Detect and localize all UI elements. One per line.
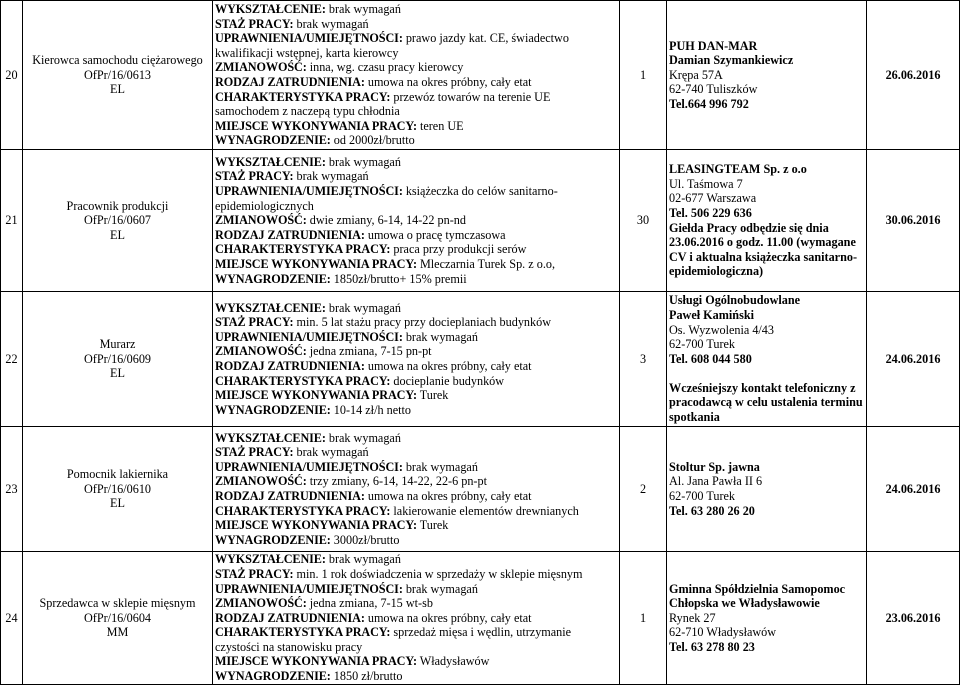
employer-line: Paweł Kamiński bbox=[669, 307, 754, 322]
employer-line: Krępa 57A bbox=[669, 67, 723, 82]
requirement-line bbox=[215, 2, 617, 17]
valid-until-date: 26.06.2016 bbox=[867, 1, 960, 150]
requirement-label: RODZAJ ZATRUDNIENIA: bbox=[215, 610, 365, 625]
vacancy-count: 1 bbox=[620, 1, 667, 150]
requirement-label: RODZAJ ZATRUDNIENIA: bbox=[215, 489, 365, 503]
requirement-line bbox=[215, 533, 617, 548]
requirement-line bbox=[215, 213, 617, 228]
requirement-line bbox=[215, 169, 617, 184]
requirement-line bbox=[215, 460, 617, 475]
employer-line: Usługi Ogólnobudowlane bbox=[669, 293, 801, 308]
table-row bbox=[1, 427, 960, 552]
employer-line: 62-700 Turek bbox=[669, 337, 736, 352]
requirement-value: brak wymagań bbox=[405, 581, 478, 596]
requirement-value: 1850zł/brutto+ 15% premii bbox=[333, 271, 467, 286]
requirement-line bbox=[215, 330, 617, 345]
employer-line: Tel.664 996 792 bbox=[669, 96, 749, 111]
requirement-label: WYNAGRODZENIE: bbox=[215, 133, 331, 148]
requirement-value: brak wymagań bbox=[328, 552, 401, 567]
requirement-value: brak wymagań bbox=[405, 459, 478, 474]
requirement-line bbox=[215, 596, 617, 611]
requirements-cell bbox=[213, 1, 620, 150]
employer-line: Giełda Pracy odbędzie się dnia 23.06.2016 o godz. 11.00 (wymagane CV i aktualna książeczka sanitarno-epidemiologiczna) bbox=[669, 220, 858, 279]
employer-line: Rynek 27 bbox=[669, 610, 716, 625]
employer-line: Wcześniejszy kontakt telefoniczny z pracodawcą w celu ustalenia terminu spotkania bbox=[669, 380, 863, 425]
requirement-line bbox=[215, 17, 617, 32]
requirement-label: MIEJSCE WYKONYWANIA PRACY: bbox=[215, 388, 417, 403]
requirement-line bbox=[215, 611, 617, 626]
offer-suffix: EL bbox=[110, 366, 125, 381]
employer-line: Stoltur Sp. jawna bbox=[669, 459, 760, 474]
requirement-line bbox=[215, 504, 617, 519]
requirement-label: WYKSZTAŁCENIE: bbox=[215, 430, 326, 445]
requirement-label: STAŻ PRACY: bbox=[215, 445, 294, 460]
employer-line: 62-740 Tuliszków bbox=[669, 82, 758, 97]
requirement-value: teren UE bbox=[419, 118, 464, 133]
job-title: Pracownik produkcji bbox=[66, 198, 169, 213]
requirement-label: UPRAWNIENIA/UMIEJĘTNOŚCI: bbox=[215, 184, 403, 199]
requirement-line bbox=[215, 567, 617, 582]
requirement-value: brak wymagań bbox=[296, 445, 369, 460]
requirement-line bbox=[215, 228, 617, 243]
requirement-line bbox=[215, 388, 617, 403]
requirement-label: ZMIANOWOŚĆ: bbox=[215, 596, 307, 611]
requirement-value: 3000zł/brutto bbox=[333, 532, 400, 547]
valid-until-date: 24.06.2016 bbox=[867, 427, 960, 552]
employer-line: Os. Wyzwolenia 4/43 bbox=[669, 322, 774, 337]
requirement-value: od 2000zł/brutto bbox=[333, 133, 415, 148]
vacancy-count: 1 bbox=[620, 552, 667, 685]
valid-until-date: 24.06.2016 bbox=[867, 292, 960, 427]
requirement-label: RODZAJ ZATRUDNIENIA: bbox=[215, 227, 365, 242]
offer-code: OfPr/16/0609 bbox=[83, 351, 152, 366]
requirement-value: Mleczarnia Turek Sp. z o.o, bbox=[419, 256, 556, 271]
row-number: 24 bbox=[1, 552, 23, 685]
requirement-label: STAŻ PRACY: bbox=[215, 16, 294, 31]
requirement-line bbox=[215, 489, 617, 504]
requirement-label: ZMIANOWOŚĆ: bbox=[215, 60, 307, 75]
valid-until-date: 23.06.2016 bbox=[867, 552, 960, 685]
job-title: Sprzedawca w sklepie mięsnym bbox=[39, 596, 196, 611]
requirement-label: STAŻ PRACY: bbox=[215, 169, 294, 184]
requirement-value: umowa na okres próbny, cały etat bbox=[367, 75, 532, 89]
requirement-value: praca przy produkcji serów bbox=[393, 242, 527, 257]
requirement-label: CHARAKTERYSTYKA PRACY: bbox=[215, 89, 391, 104]
job-title-cell bbox=[23, 427, 213, 552]
job-title: Pomocnik lakiernika bbox=[66, 467, 169, 482]
requirement-line bbox=[215, 582, 617, 597]
requirement-label: UPRAWNIENIA/UMIEJĘTNOŚCI: bbox=[215, 31, 403, 46]
requirement-line bbox=[215, 155, 617, 170]
requirement-value: brak wymagań bbox=[405, 329, 478, 344]
requirement-value: docieplanie budynków bbox=[393, 373, 505, 388]
requirement-label: CHARAKTERYSTYKA PRACY: bbox=[215, 625, 391, 640]
requirement-line bbox=[215, 301, 617, 316]
offer-suffix: MM bbox=[106, 625, 129, 640]
requirement-label: UPRAWNIENIA/UMIEJĘTNOŚCI: bbox=[215, 581, 403, 596]
requirement-line bbox=[215, 60, 617, 75]
requirement-value: brak wymagań bbox=[328, 154, 401, 169]
employer-line: Tel. 63 280 26 20 bbox=[669, 503, 755, 518]
requirement-value: umowa na okres próbny, cały etat bbox=[367, 359, 532, 373]
requirement-value: brak wymagań bbox=[328, 300, 401, 315]
requirement-line bbox=[215, 431, 617, 446]
requirement-value: jedna zmiana, 7-15 wt-sb bbox=[309, 596, 433, 611]
requirement-label: UPRAWNIENIA/UMIEJĘTNOŚCI: bbox=[215, 459, 403, 474]
table-row bbox=[1, 150, 960, 292]
employer-line: Tel. 506 229 636 bbox=[669, 205, 752, 220]
requirement-value: książeczka do celów sanitarno-epidemiologicznych bbox=[215, 184, 558, 213]
requirement-line bbox=[215, 315, 617, 330]
job-title-cell bbox=[23, 150, 213, 292]
requirement-label: MIEJSCE WYKONYWANIA PRACY: bbox=[215, 654, 417, 669]
offer-suffix: EL bbox=[110, 82, 125, 97]
requirement-label: CHARAKTERYSTYKA PRACY: bbox=[215, 503, 391, 518]
vacancy-count: 30 bbox=[620, 150, 667, 292]
requirement-line bbox=[215, 344, 617, 359]
requirement-line bbox=[215, 654, 617, 669]
requirement-value: brak wymagań bbox=[328, 430, 401, 445]
requirement-value: umowa o pracę tymczasowa bbox=[367, 227, 506, 242]
requirement-line bbox=[215, 669, 617, 684]
employer-line: Gminna Spółdzielnia Samopomoc Chłopska we Władysławowie bbox=[669, 581, 846, 611]
employer-line: Tel. 63 278 80 23 bbox=[669, 639, 755, 654]
offer-code: OfPr/16/0610 bbox=[83, 481, 152, 496]
requirement-label: ZMIANOWOŚĆ: bbox=[215, 344, 307, 359]
requirement-line bbox=[215, 374, 617, 389]
requirement-line bbox=[215, 31, 617, 60]
table-row bbox=[1, 1, 960, 150]
requirement-value: sprzedaż mięsa i wędlin, utrzymanie czystości na stanowisku pracy bbox=[215, 625, 572, 654]
requirement-value: trzy zmiany, 6-14, 14-22, 22-6 pn-pt bbox=[309, 474, 487, 489]
requirements-cell bbox=[213, 427, 620, 552]
requirement-line bbox=[215, 359, 617, 374]
requirement-label: WYKSZTAŁCENIE: bbox=[215, 2, 326, 17]
requirement-value: prawo jazdy kat. CE, świadectwo kwalifikacji wstępnej, karta kierowcy bbox=[215, 31, 569, 60]
requirement-value: 1850 zł/brutto bbox=[333, 669, 403, 684]
requirement-label: WYNAGRODZENIE: bbox=[215, 271, 331, 286]
requirement-line bbox=[215, 518, 617, 533]
requirement-label: MIEJSCE WYKONYWANIA PRACY: bbox=[215, 118, 417, 133]
employer-line: Al. Jana Pawła II 6 bbox=[669, 474, 763, 489]
requirement-line bbox=[215, 445, 617, 460]
requirement-line bbox=[215, 474, 617, 489]
employer-line: 62-700 Turek bbox=[669, 489, 736, 503]
employer-line: PUH DAN-MAR bbox=[669, 38, 758, 53]
requirement-line bbox=[215, 625, 617, 654]
requirement-value: Władysławów bbox=[419, 654, 490, 669]
requirement-label: MIEJSCE WYKONYWANIA PRACY: bbox=[215, 256, 417, 271]
offer-code: OfPr/16/0604 bbox=[83, 610, 152, 625]
requirement-label: STAŻ PRACY: bbox=[215, 315, 294, 330]
requirement-value: dwie zmiany, 6-14, 14-22 pn-nd bbox=[309, 213, 466, 228]
requirement-line bbox=[215, 184, 617, 213]
employer-line: LEASINGTEAM Sp. z o.o bbox=[669, 162, 807, 177]
requirement-value: 10-14 zł/h netto bbox=[333, 402, 411, 417]
requirement-label: ZMIANOWOŚĆ: bbox=[215, 213, 307, 228]
offer-code: OfPr/16/0607 bbox=[83, 213, 152, 228]
employer-line: Tel. 608 044 580 bbox=[669, 351, 752, 366]
vacancy-count: 2 bbox=[620, 427, 667, 552]
requirement-label: WYKSZTAŁCENIE: bbox=[215, 154, 326, 169]
requirement-label: WYNAGRODZENIE: bbox=[215, 402, 331, 417]
requirement-label: MIEJSCE WYKONYWANIA PRACY: bbox=[215, 518, 417, 533]
requirement-label: WYKSZTAŁCENIE: bbox=[215, 552, 326, 567]
employer-cell bbox=[667, 292, 867, 427]
job-title: Murarz bbox=[99, 337, 136, 352]
requirements-cell bbox=[213, 552, 620, 685]
requirement-line bbox=[215, 242, 617, 257]
row-number: 23 bbox=[1, 427, 23, 552]
requirement-label: ZMIANOWOŚĆ: bbox=[215, 474, 307, 489]
requirement-label: WYNAGRODZENIE: bbox=[215, 669, 331, 684]
employer-line bbox=[669, 366, 864, 381]
offer-suffix: EL bbox=[110, 496, 125, 511]
job-title-cell bbox=[23, 552, 213, 685]
requirement-line bbox=[215, 403, 617, 418]
table-row bbox=[1, 292, 960, 427]
requirement-value: przewóz towarów na terenie UE samochodem z naczepą typu chłodnia bbox=[215, 89, 551, 119]
requirement-label: RODZAJ ZATRUDNIENIA: bbox=[215, 75, 365, 89]
row-number: 20 bbox=[1, 1, 23, 150]
requirement-line bbox=[215, 272, 617, 287]
job-title-cell bbox=[23, 292, 213, 427]
requirement-label: WYNAGRODZENIE: bbox=[215, 532, 331, 547]
employer-line: 02-677 Warszawa bbox=[669, 191, 757, 206]
requirement-label: UPRAWNIENIA/UMIEJĘTNOŚCI: bbox=[215, 329, 403, 344]
offer-code: OfPr/16/0613 bbox=[83, 67, 152, 82]
requirement-label: STAŻ PRACY: bbox=[215, 566, 294, 581]
job-title: Kierowca samochodu ciężarowego bbox=[32, 53, 203, 68]
requirements-cell bbox=[213, 150, 620, 292]
row-number: 22 bbox=[1, 292, 23, 427]
table-row bbox=[1, 552, 960, 685]
requirement-value: brak wymagań bbox=[296, 169, 369, 184]
row-number: 21 bbox=[1, 150, 23, 292]
requirement-value: min. 1 rok doświadczenia w sprzedaży w sklepie mięsnym bbox=[296, 566, 583, 581]
employer-cell bbox=[667, 427, 867, 552]
requirement-label: CHARAKTERYSTYKA PRACY: bbox=[215, 373, 391, 388]
requirement-value: Turek bbox=[419, 518, 449, 533]
requirement-line bbox=[215, 119, 617, 134]
requirement-label: CHARAKTERYSTYKA PRACY: bbox=[215, 242, 391, 257]
requirement-line bbox=[215, 133, 617, 148]
requirement-line bbox=[215, 90, 617, 119]
offer-suffix: EL bbox=[110, 227, 125, 242]
vacancy-count: 3 bbox=[620, 292, 667, 427]
employer-line: Damian Szymankiewicz bbox=[669, 53, 794, 68]
requirement-value: jedna zmiana, 7-15 pn-pt bbox=[309, 344, 432, 359]
requirement-line bbox=[215, 75, 617, 90]
requirement-value: umowa na okres próbny, cały etat bbox=[367, 610, 532, 625]
requirements-cell bbox=[213, 292, 620, 427]
requirement-value: min. 5 lat stażu pracy przy docieplaniach budynków bbox=[296, 315, 552, 330]
valid-until-date: 30.06.2016 bbox=[867, 150, 960, 292]
employer-cell bbox=[667, 552, 867, 685]
requirement-value: lakierowanie elementów drewnianych bbox=[393, 503, 579, 518]
employer-line: 62-710 Władysławów bbox=[669, 625, 777, 640]
job-title-cell bbox=[23, 1, 213, 150]
requirement-value: brak wymagań bbox=[296, 16, 369, 31]
requirement-value: inna, wg. czasu pracy kierowcy bbox=[309, 60, 464, 75]
requirement-line bbox=[215, 552, 617, 567]
requirement-value: Turek bbox=[419, 388, 449, 403]
requirement-line bbox=[215, 257, 617, 272]
employer-cell bbox=[667, 1, 867, 150]
requirement-label: RODZAJ ZATRUDNIENIA: bbox=[215, 359, 365, 373]
requirement-value: brak wymagań bbox=[328, 2, 401, 17]
employer-cell bbox=[667, 150, 867, 292]
requirement-value: umowa na okres próbny, cały etat bbox=[367, 489, 532, 503]
requirement-label: WYKSZTAŁCENIE: bbox=[215, 300, 326, 315]
employer-line: Ul. Taśmowa 7 bbox=[669, 176, 743, 191]
